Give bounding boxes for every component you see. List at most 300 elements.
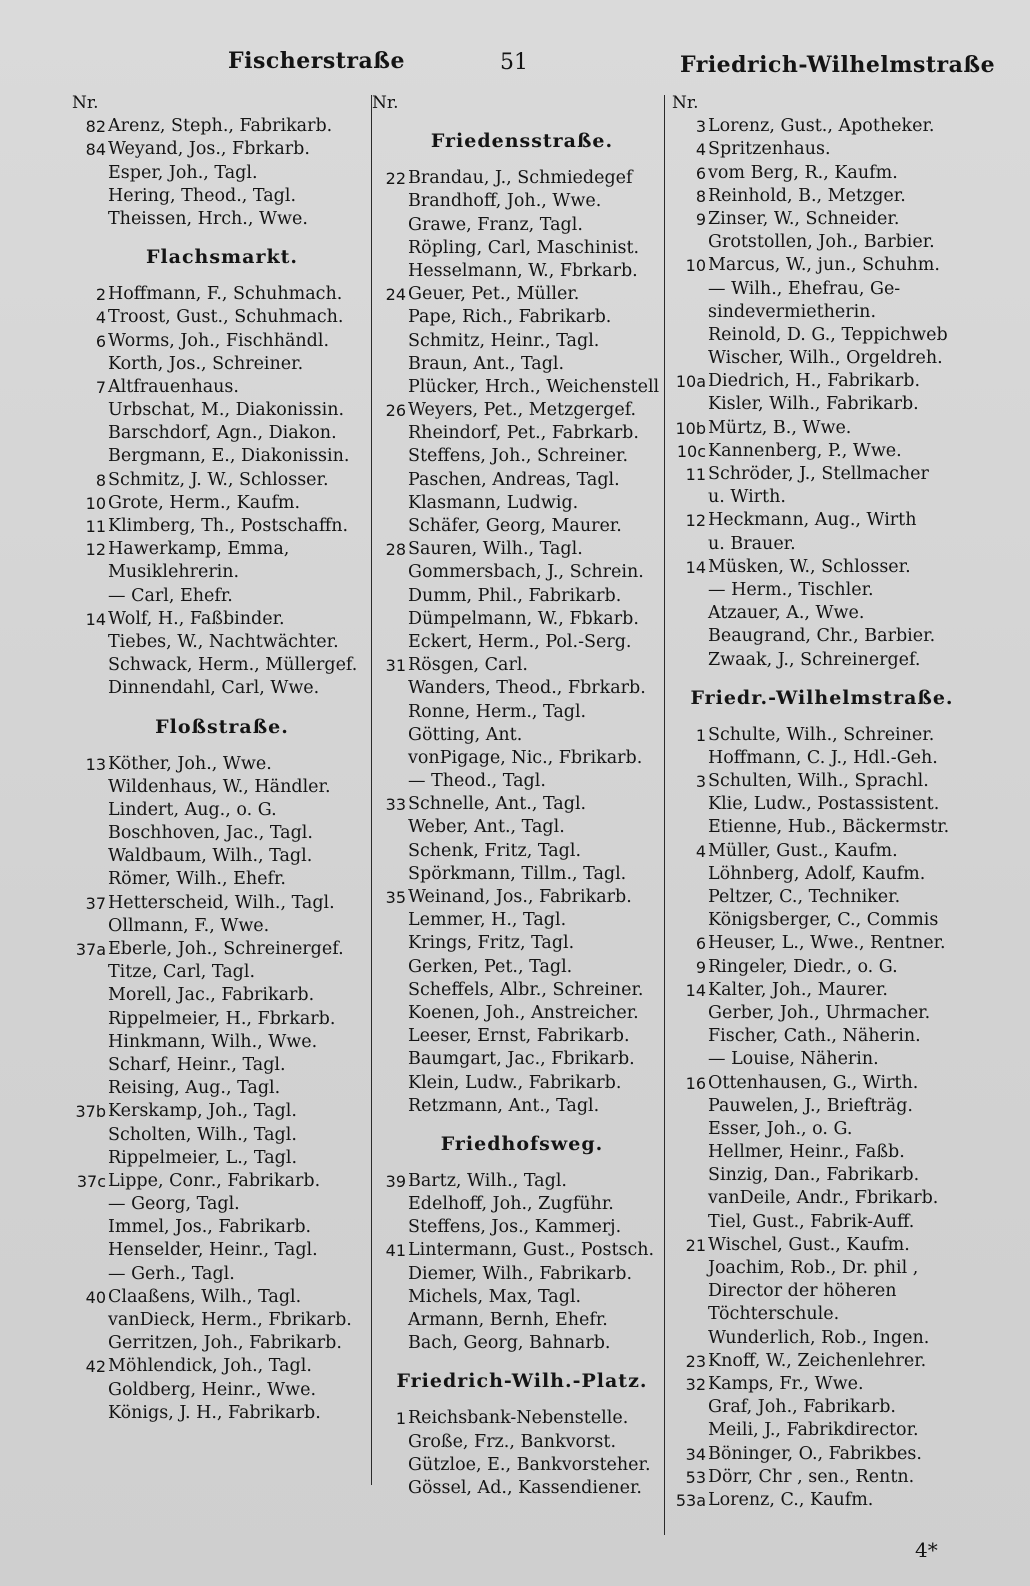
resident-entry (72, 938, 372, 961)
resident-name: Rheindorf, Pet., Fabrkarb. (408, 423, 639, 444)
resident-name: Beaugrand, Chr., Barbier. (708, 626, 936, 647)
resident-name: Spörkmann, Tillm., Tagl. (408, 863, 627, 884)
resident-name: Schäfer, Georg, Maurer. (408, 516, 622, 536)
resident-name: Korth, Jos., Schreiner. (108, 353, 304, 374)
resident-entry (672, 1327, 972, 1350)
resident-entry (72, 399, 372, 422)
resident-entry (372, 445, 672, 468)
house-number: 34 (685, 1444, 706, 1464)
resident-name: Esper, Joh., Tagl. (108, 162, 258, 183)
resident-entry (672, 1141, 972, 1164)
resident-entry (372, 492, 672, 515)
resident-name: Spritzenhaus. (708, 139, 831, 160)
resident-entry (72, 868, 372, 891)
resident-entry (672, 370, 972, 393)
resident-entry (372, 1002, 672, 1025)
resident-entry (372, 214, 672, 237)
house-number: 12 (85, 540, 106, 560)
resident-entry (372, 724, 672, 747)
resident-name: Marcus, W., jun., Schuhm. (708, 255, 940, 276)
resident-entry (372, 1239, 672, 1262)
resident-entry (672, 1489, 972, 1512)
resident-entry (372, 237, 672, 260)
resident-name: Müller, Gust., Kaufm. (708, 840, 898, 861)
house-number: 42 (85, 1357, 106, 1377)
number-label: Nr. (372, 93, 399, 113)
resident-entry (672, 1373, 972, 1396)
resident-entry (672, 1118, 972, 1141)
resident-entry (372, 1454, 672, 1477)
resident-name: Weinand, Jos., Fabrikarb. (408, 887, 632, 907)
resident-entry (672, 602, 972, 625)
resident-name: Rösgen, Carl. (408, 655, 528, 676)
house-number: 2 (95, 285, 106, 305)
resident-name: Schmitz, Heinr., Tagl. (408, 330, 600, 351)
resident-entry (372, 1170, 672, 1193)
resident-entry (372, 909, 672, 932)
resident-name: Schnelle, Ant., Tagl. (408, 794, 587, 815)
house-number: 84 (85, 140, 106, 160)
resident-entry (72, 1077, 372, 1100)
resident-entry (72, 538, 372, 561)
resident-entry (72, 1379, 372, 1402)
resident-name: Reinhold, B., Metzger. (708, 185, 906, 206)
resident-entry (72, 306, 372, 329)
resident-name: Musiklehrerin. (108, 562, 240, 583)
street-heading: Flachsmarkt. (145, 246, 299, 269)
resident-name: Röpling, Carl, Maschinist. (408, 237, 640, 258)
house-number: 10c (676, 441, 706, 461)
resident-entry (72, 492, 372, 515)
resident-entry (372, 840, 672, 863)
number-label: Nr. (672, 93, 699, 113)
resident-name: Dinnendahl, Carl, Wwe. (108, 678, 320, 699)
resident-entry (72, 961, 372, 984)
resident-name: Schulte, Wilh., Schreiner. (708, 724, 935, 745)
resident-name: Wunderlich, Rob., Ingen. (708, 1327, 930, 1348)
resident-entry (72, 353, 372, 376)
house-number: 23 (685, 1351, 706, 1371)
resident-name: Plücker, Hrch., Weichenstell (408, 376, 660, 397)
resident-name: Klimberg, Th., Postschaffn. (108, 516, 349, 536)
house-number: 14 (685, 980, 706, 1000)
resident-name: Dümpelmann, W., Fbkarb. (408, 608, 639, 629)
resident-entry (672, 463, 972, 486)
resident-name: Steffens, Joh., Schreiner. (408, 446, 629, 467)
resident-entry (672, 393, 972, 416)
house-number: 8 (695, 186, 706, 206)
house-number: 4 (95, 308, 106, 328)
resident-name: Weyand, Jos., Fbrkarb. (108, 139, 310, 160)
resident-entry (72, 445, 372, 468)
resident-entry (72, 515, 372, 538)
resident-name: Theissen, Hrch., Wwe. (108, 208, 308, 229)
resident-entry (672, 1303, 972, 1326)
resident-name: Klein, Ludw., Fabrikarb. (408, 1072, 622, 1093)
resident-entry (72, 561, 372, 584)
resident-name: Ringeler, Diedr., o. G. (708, 956, 898, 977)
house-number: 35 (385, 888, 406, 907)
resident-name: Lorenz, C., Kaufm. (708, 1489, 874, 1510)
resident-name: Michels, Max, Tagl. (408, 1286, 582, 1307)
resident-name: Titze, Carl, Tagl. (108, 962, 256, 983)
resident-entry (372, 677, 672, 700)
resident-entry (72, 283, 372, 306)
resident-entry (372, 1216, 672, 1239)
resident-entry (72, 469, 372, 492)
house-number: 53 (685, 1467, 706, 1487)
resident-entry (372, 1407, 672, 1430)
house-number: 22 (385, 169, 406, 189)
resident-name: Peltzer, C., Techniker. (708, 887, 901, 907)
resident-entry (672, 724, 972, 747)
resident-name: Worms, Joh., Fischhändl. (108, 330, 330, 351)
resident-name: Sauren, Wilh., Tagl. (408, 539, 583, 560)
resident-name: Wischer, Wilh., Orgeldreh. (708, 348, 943, 369)
resident-entry (672, 417, 972, 440)
resident-name: Tiel, Gust., Fabrik-Auff. (708, 1211, 915, 1232)
resident-entry (72, 585, 372, 608)
resident-entry (372, 1431, 672, 1454)
resident-entry (372, 538, 672, 561)
resident-entry (72, 376, 372, 399)
resident-entry (72, 138, 372, 161)
resident-entry (672, 1187, 972, 1210)
resident-name: Brandau, J., Schmiedegef (408, 168, 633, 189)
resident-name: Etienne, Hub., Bäckermstr. (708, 817, 950, 838)
house-number: 41 (385, 1241, 406, 1261)
resident-name: Böninger, O., Fabrikbes. (708, 1443, 922, 1464)
resident-name: Krings, Fritz, Tagl. (408, 933, 575, 954)
resident-name: Ronne, Herm., Tagl. (408, 701, 587, 722)
resident-name: — Theod., Tagl. (408, 771, 546, 792)
resident-entry (72, 208, 372, 231)
resident-name: Bartz, Wilh., Tagl. (408, 1170, 567, 1191)
resident-name: Knoff, W., Zeichenlehrer. (708, 1350, 927, 1371)
resident-entry (672, 1280, 972, 1303)
house-number: 53a (675, 1490, 706, 1510)
resident-name: Gerken, Pet., Tagl. (408, 956, 573, 977)
resident-name: Götting, Ant. (408, 724, 523, 745)
resident-entry (672, 324, 972, 347)
resident-entry (672, 185, 972, 208)
house-number: 9 (695, 957, 706, 977)
resident-entry (672, 208, 972, 231)
resident-name: Scheffels, Albr., Schreiner. (408, 979, 644, 1000)
resident-name: Steffens, Jos., Kammerj. (408, 1217, 622, 1238)
resident-entry (372, 956, 672, 979)
resident-name: Goldberg, Heinr., Wwe. (108, 1379, 317, 1400)
house-number: 39 (385, 1171, 406, 1191)
resident-name: Kerskamp, Joh., Tagl. (108, 1101, 297, 1122)
resident-entry (372, 306, 672, 329)
resident-entry (72, 1170, 372, 1193)
header-street-right: Friedrich-Wilhelmstraße (680, 52, 996, 78)
resident-name: Reichsbank-Nebenstelle. (408, 1408, 629, 1429)
resident-name: Köther, Joh., Wwe. (108, 753, 272, 774)
resident-name: Gützloe, E., Bankvorsteher. (408, 1454, 651, 1475)
resident-name: Armann, Bernh, Ehefr. (408, 1310, 608, 1330)
resident-name: Reinold, D. G., Teppichweb (708, 324, 948, 345)
house-number: 37 (85, 893, 106, 913)
resident-entry (672, 1048, 972, 1071)
page-header (0, 48, 1030, 88)
resident-entry (372, 585, 672, 608)
directory-column-1 (72, 92, 372, 1425)
resident-name: Lorenz, Gust., Apotheker. (708, 116, 935, 137)
resident-name: Director der höheren (708, 1281, 897, 1302)
resident-entry (372, 886, 672, 909)
resident-name: Bergmann, E., Diakonissin. (108, 446, 350, 467)
resident-name: Joachim, Rob., Dr. phil , (708, 1258, 919, 1278)
resident-entry (72, 1216, 372, 1239)
resident-entry (372, 1286, 672, 1309)
resident-name: Ollmann, F., Wwe. (108, 915, 270, 936)
house-number: 6 (695, 934, 706, 954)
resident-entry (72, 1100, 372, 1123)
resident-name: Klie, Ludw., Postassistent. (708, 794, 940, 815)
resident-entry (72, 845, 372, 868)
resident-entry (672, 579, 972, 602)
house-number: 14 (685, 557, 706, 577)
house-number: 32 (685, 1374, 706, 1394)
resident-entry (72, 915, 372, 938)
street-heading: Friedensstraße. (430, 130, 614, 153)
resident-name: Klasmann, Ludwig. (408, 492, 579, 513)
house-number: 37a (75, 940, 106, 959)
resident-name: Töchterschule. (708, 1304, 840, 1325)
resident-name: Lippe, Conr., Fabrikarb. (108, 1170, 321, 1191)
resident-entry (372, 932, 672, 955)
resident-entry (672, 816, 972, 839)
resident-name: Kannenberg, P., Wwe. (708, 440, 902, 461)
resident-entry (72, 1402, 372, 1425)
resident-name: Waldbaum, Wilh., Tagl. (108, 846, 313, 867)
resident-entry (372, 1095, 672, 1118)
house-number: 6 (95, 331, 106, 351)
resident-name: Lindert, Aug., o. G. (108, 799, 277, 820)
resident-entry (672, 301, 972, 324)
resident-entry (372, 330, 672, 353)
resident-name: Paschen, Andreas, Tagl. (408, 469, 620, 490)
house-number: 12 (685, 511, 706, 531)
resident-entry (72, 608, 372, 631)
resident-name: u. Wirth. (708, 487, 786, 508)
resident-name: Dumm, Phil., Fabrikarb. (408, 585, 622, 606)
resident-name: Reising, Aug., Tagl. (108, 1078, 281, 1099)
house-number: 9 (695, 209, 706, 229)
street-heading: Floßstraße. (155, 715, 289, 738)
resident-name: Schmitz, J. W., Schlosser. (108, 469, 329, 490)
resident-entry (672, 1025, 972, 1048)
house-number: 3 (695, 117, 706, 137)
resident-entry (372, 863, 672, 886)
resident-entry (672, 347, 972, 370)
resident-entry (672, 979, 972, 1002)
resident-name: Löhnberg, Adolf, Kaufm. (708, 863, 926, 884)
resident-entry (72, 1239, 372, 1262)
resident-name: Weyers, Pet., Metzgergef. (408, 400, 637, 421)
resident-entry (372, 1263, 672, 1286)
resident-name: Esser, Joh., o. G. (708, 1118, 853, 1139)
resident-entry (372, 1332, 672, 1355)
resident-name: vonPigage, Nic., Fbrikarb. (408, 747, 643, 768)
resident-entry (72, 115, 372, 138)
resident-name: Fischer, Cath., Näherin. (708, 1026, 921, 1047)
number-column-header (372, 92, 672, 115)
resident-name: Barschdorf, Agn., Diakon. (108, 423, 337, 444)
resident-name: Troost, Gust., Schuhmach. (108, 307, 344, 328)
resident-name: Hoffmann, F., Schuhmach. (108, 284, 343, 305)
resident-entry (672, 649, 972, 672)
house-number: 24 (385, 285, 406, 305)
resident-name: Kalter, Joh., Maurer. (708, 979, 888, 1000)
resident-name: — Gerh., Tagl. (108, 1263, 235, 1284)
resident-name: Boschhoven, Jac., Tagl. (108, 823, 313, 844)
house-number: 16 (685, 1073, 706, 1093)
resident-entry (72, 654, 372, 677)
resident-name: Königsberger, C., Commis (708, 910, 939, 931)
resident-name: Leeser, Ernst, Fabrikarb. (408, 1026, 630, 1047)
house-number: 10a (675, 372, 706, 392)
house-number: 4 (695, 841, 706, 861)
resident-entry (372, 561, 672, 584)
resident-entry (672, 840, 972, 863)
resident-name: Hawerkamp, Emma, (108, 539, 290, 560)
resident-name: Diedrich, H., Fabrikarb. (708, 371, 921, 392)
resident-entry (72, 1031, 372, 1054)
resident-name: — Herm., Tischler. (708, 579, 874, 600)
resident-name: Dörr, Chr , sen., Rentn. (708, 1466, 915, 1487)
resident-entry (372, 654, 672, 677)
resident-name: Atzauer, A., Wwe. (708, 603, 865, 624)
resident-entry (372, 979, 672, 1002)
resident-entry (372, 469, 672, 492)
resident-name: Zinser, W., Schneider. (708, 208, 900, 229)
resident-entry (672, 138, 972, 161)
resident-entry (672, 440, 972, 463)
resident-name: Königs, J. H., Fabrikarb. (108, 1402, 321, 1423)
resident-name: Hering, Theod., Tagl. (108, 185, 297, 206)
resident-entry (672, 1095, 972, 1118)
resident-name: Eckert, Herm., Pol.-Serg. (408, 631, 632, 652)
resident-name: — Carl, Ehefr. (108, 585, 233, 606)
resident-name: Pape, Rich., Fabrikarb. (408, 307, 612, 328)
signature-mark: 4* (915, 1538, 938, 1562)
resident-entry (372, 1025, 672, 1048)
resident-name: Henselder, Heinr., Tagl. (108, 1240, 318, 1261)
resident-name: Brandhoff, Joh., Wwe. (408, 191, 602, 212)
resident-entry (372, 1309, 672, 1332)
resident-entry (72, 799, 372, 822)
resident-name: Wanders, Theod., Fbrkarb. (408, 678, 646, 699)
resident-entry (72, 1355, 372, 1378)
resident-entry (72, 631, 372, 654)
number-column-header (72, 92, 372, 115)
resident-entry (72, 1309, 372, 1332)
resident-name: Eberle, Joh., Schreinergef. (108, 939, 344, 959)
resident-name: Wolf, H., Faßbinder. (108, 608, 285, 629)
resident-name: Heuser, L., Wwe., Rentner. (708, 933, 946, 954)
resident-name: Rippelmeier, L., Tagl. (108, 1147, 298, 1168)
resident-name: Arenz, Steph., Fabrikarb. (108, 116, 333, 137)
house-number: 37c (76, 1171, 106, 1191)
resident-name: Kisler, Wilh., Fabrikarb. (708, 394, 919, 415)
resident-entry (372, 283, 672, 306)
house-number: 11 (685, 465, 706, 484)
resident-entry (72, 1193, 372, 1216)
resident-entry (672, 231, 972, 254)
resident-name: u. Brauer. (708, 533, 796, 554)
resident-entry (372, 376, 672, 399)
resident-entry (672, 1211, 972, 1234)
resident-entry (672, 1396, 972, 1419)
resident-name: vom Berg, R., Kaufm. (708, 162, 898, 183)
resident-entry (672, 278, 972, 301)
resident-name: Claaßens, Wilh., Tagl. (108, 1286, 302, 1307)
resident-entry (72, 162, 372, 185)
resident-entry (672, 956, 972, 979)
house-number: 11 (85, 517, 106, 536)
resident-name: Pauwelen, J., Briefträg. (708, 1095, 913, 1116)
resident-entry (372, 515, 672, 538)
resident-name: Gerber, Joh., Uhrmacher. (708, 1002, 931, 1023)
resident-name: Schulten, Wilh., Sprachl. (708, 771, 929, 792)
resident-entry (372, 260, 672, 283)
resident-entry (672, 1164, 972, 1187)
page-number: 51 (500, 50, 528, 75)
resident-entry (72, 677, 372, 700)
resident-name: Heckmann, Aug., Wirth (708, 510, 917, 531)
resident-entry (672, 625, 972, 648)
resident-name: Immel, Jos., Fabrikarb. (108, 1217, 312, 1238)
resident-name: Weber, Ant., Tagl. (408, 817, 565, 838)
resident-name: Lintermann, Gust., Postsch. (408, 1240, 655, 1261)
house-number: 10 (685, 256, 706, 276)
house-number: 6 (695, 163, 706, 183)
resident-entry (372, 701, 672, 724)
header-street-left: Fischerstraße (228, 48, 405, 74)
resident-entry (72, 753, 372, 776)
directory-column-3 (672, 92, 972, 1512)
resident-name: Schenk, Fritz, Tagl. (408, 840, 582, 861)
house-number: 28 (385, 540, 406, 560)
resident-name: Graf, Joh., Fabrikarb. (708, 1397, 896, 1418)
resident-name: Retzmann, Ant., Tagl. (408, 1095, 600, 1116)
resident-entry (372, 631, 672, 654)
resident-entry (72, 1286, 372, 1309)
resident-entry (72, 330, 372, 353)
resident-entry (672, 909, 972, 932)
resident-entry (672, 1072, 972, 1095)
resident-entry (372, 793, 672, 816)
house-number: 82 (85, 117, 106, 137)
resident-entry (672, 1466, 972, 1489)
resident-entry (372, 353, 672, 376)
resident-name: Hinkmann, Wilh., Wwe. (108, 1031, 318, 1052)
resident-entry (672, 1257, 972, 1280)
resident-name: Müsken, W., Schlosser. (708, 556, 911, 577)
resident-name: Gerritzen, Joh., Fabrikarb. (108, 1333, 342, 1354)
resident-name: Braun, Ant., Tagl. (408, 353, 565, 374)
house-number: 33 (385, 795, 406, 815)
resident-name: Lemmer, H., Tagl. (408, 910, 567, 931)
resident-name: Wischel, Gust., Kaufm. (708, 1234, 910, 1255)
resident-entry (672, 1002, 972, 1025)
directory-column-2 (372, 92, 672, 1500)
resident-name: Geuer, Pet., Müller. (408, 284, 580, 305)
house-number: 14 (85, 609, 106, 629)
